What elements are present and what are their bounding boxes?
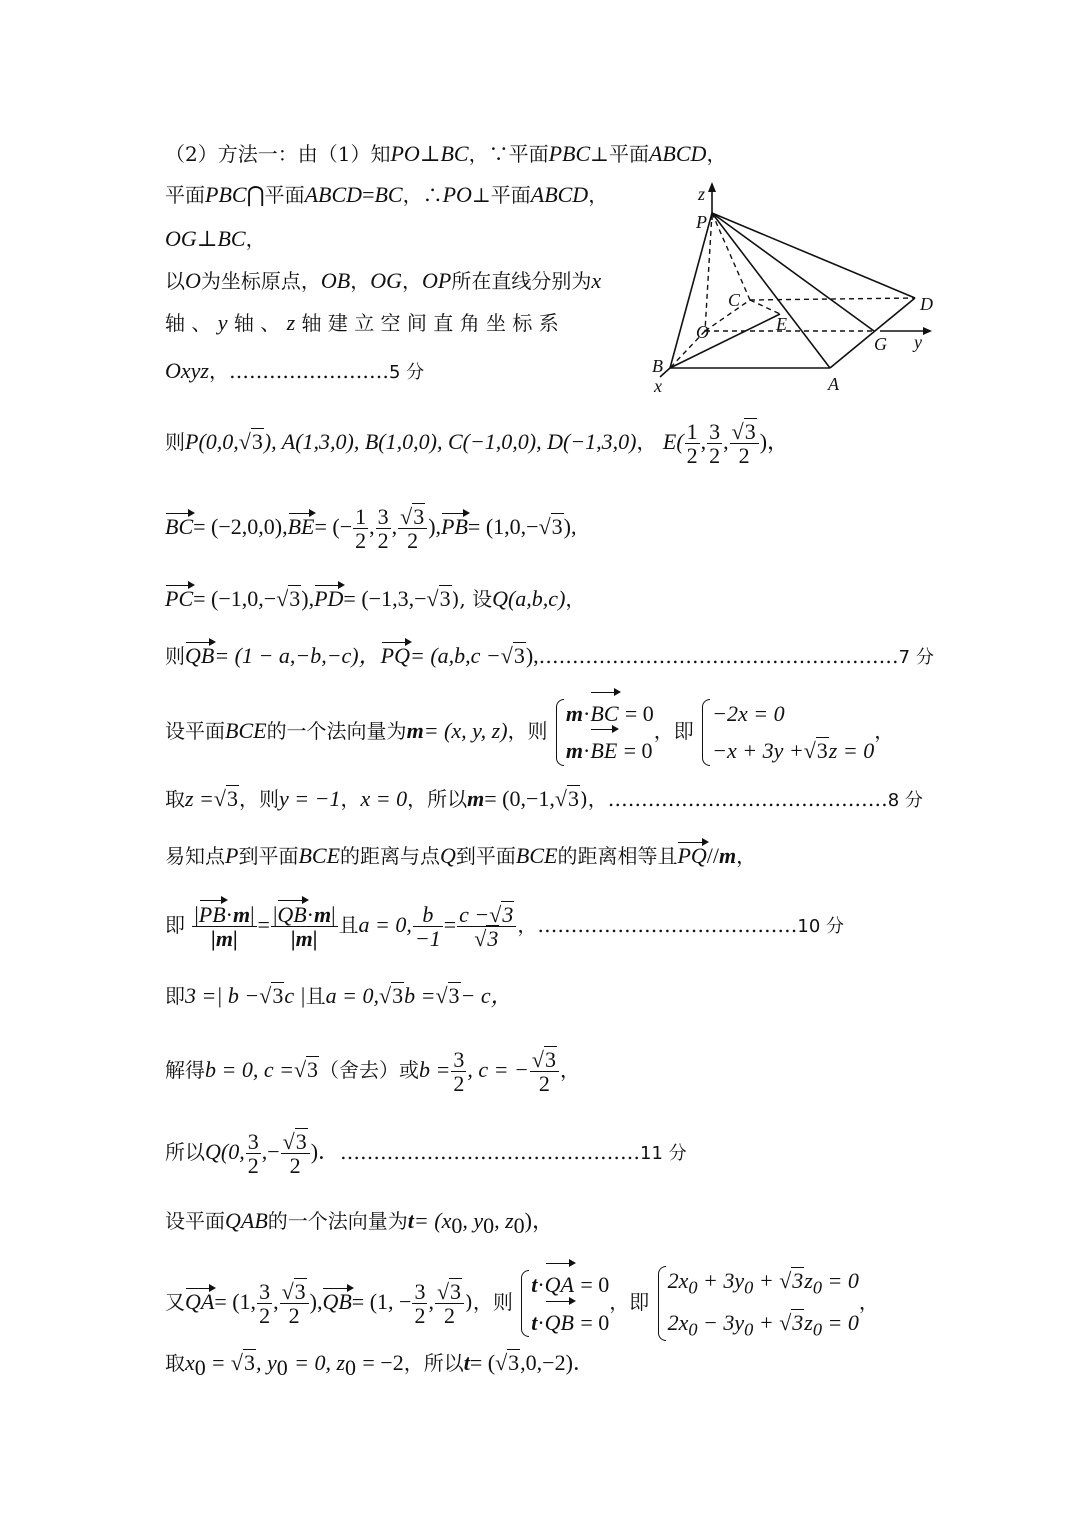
math: PO xyxy=(390,141,420,166)
text: 所在直线分别为 xyxy=(451,269,592,293)
text: （2）方法一：由（1）知 xyxy=(165,142,391,166)
line-20: 取$x_0 = √3$, $y_0 = 0$, $z_0 = -2$，所以t= (√3,0,−2)． xyxy=(165,1350,595,1380)
label-d: D xyxy=(920,294,933,314)
equation-system: t·QA = 0 t·QB = 0 xyxy=(519,1266,609,1341)
math: OB xyxy=(320,268,351,293)
label-z: z xyxy=(698,184,706,204)
math: OG xyxy=(370,268,402,293)
text: ， xyxy=(350,269,371,293)
vector: QA xyxy=(185,1289,215,1315)
math: = xyxy=(362,182,375,207)
math: E( xyxy=(662,429,684,455)
math: OP xyxy=(422,268,452,293)
text: 轴 、 xyxy=(233,311,281,335)
edge-pb xyxy=(670,213,712,368)
math: Q(a,b,c) xyxy=(492,586,566,611)
line-13: 易知点P到平面BCE的距离与点Q到平面BCE的距离相等且PQ//m， xyxy=(165,843,757,868)
text: ，∴ xyxy=(402,183,443,207)
fraction: $\frac{3}{2}$ xyxy=(453,1047,465,1097)
line-5 xyxy=(165,312,559,334)
math: ), A(1,3,0), B(1,0,0), C(−1,0,0), D(−1,3,0) xyxy=(263,429,637,455)
text: 平面 xyxy=(264,183,305,207)
label-e: E xyxy=(776,314,787,334)
vector: BE xyxy=(287,514,315,540)
label-p: P xyxy=(696,212,707,232)
text: ⊥平面 xyxy=(471,183,531,207)
math: PO xyxy=(442,182,472,207)
line-16: 解得b = 0, c =√3（舍去）或b = $\frac{3}{2}$ , c = − $\frac{√3}{2}$ ， xyxy=(165,1047,580,1097)
math: x xyxy=(591,268,602,293)
math: y xyxy=(217,310,228,335)
line-14: 即 $\frac{|PB\cdot m|}{|m|}$ = $\frac{|QB\cdot m|}{|m|}$ 且a = 0, $\frac{b}{-1}$ = $\frac{c -√3}{√3}$ ，…………………………………10 分 xyxy=(165,902,845,952)
math: ), xyxy=(563,514,577,540)
math: BCE xyxy=(225,717,267,743)
text: 为坐标原点， xyxy=(200,269,321,293)
dot-leader: ………………………………… xyxy=(537,913,798,938)
vector: PD xyxy=(314,586,344,611)
fraction: $\frac{√3}{2}$ xyxy=(281,1130,310,1177)
math: )， xyxy=(759,429,790,455)
text: 平面 xyxy=(165,183,205,207)
dot-leader: ……………………………………… xyxy=(340,1140,641,1165)
math: = (−1,0,− xyxy=(193,586,277,611)
edge-pd xyxy=(712,213,915,298)
math: = (1,0,− xyxy=(467,514,539,540)
line-17: 所以Q(0, $\frac{3}{2}$ ,− $\frac{√3}{2}$ )．………………………………………11 分 xyxy=(165,1129,687,1179)
fraction: $\frac{√3}{2}$ xyxy=(435,1280,464,1327)
y-arrow xyxy=(923,327,932,335)
text: ， xyxy=(245,227,266,251)
fraction: $\frac{√3}{2}$ xyxy=(530,1048,559,1095)
dot-leader: ……………………………………………… xyxy=(538,644,899,668)
math: OG xyxy=(165,226,197,251)
math: ABCD xyxy=(648,141,707,166)
edge-pg xyxy=(712,213,874,331)
text: ， xyxy=(402,269,422,293)
math: PBC xyxy=(548,141,591,166)
vector: PB xyxy=(441,514,468,540)
line-18: 设平面QAB的一个法向量为$t= (x_0$, $y_0$, $z_0$)， xyxy=(165,1208,554,1238)
dot-leader: …………………………………… xyxy=(607,787,888,811)
math: , xyxy=(700,429,707,455)
line-19: 又QA= (1, $\frac{3}{2}$ , $\frac{√3}{2}$ ),QB= (1, − $\frac{3}{2}$ , $\frac{√3}{2}$ )，则 t·QA = 0 t·QB = 0 ，即 $2x_0 + 3y_0 + √3z_0 = 0$ $2x_0 - 3y_0 + √3z_0 = 0$ ， xyxy=(165,1262,879,1345)
text: 轴 、 xyxy=(165,311,212,335)
math: z xyxy=(286,310,296,335)
line-4 xyxy=(165,270,601,292)
fraction: $\frac{3}{2}$ xyxy=(259,1278,271,1329)
fraction: $\frac{√3}{2}$ xyxy=(280,1280,309,1327)
equation-system: −2x = 0 −x + 3y +√3z = 0 xyxy=(700,695,874,770)
label-g: G xyxy=(874,334,887,354)
vector: QB xyxy=(185,643,215,668)
fraction: $\frac{1}{2}$ xyxy=(355,504,367,554)
math: ⊥ xyxy=(419,141,441,166)
fraction: $\frac{1}{2}$ xyxy=(686,419,698,469)
math: BC xyxy=(440,141,469,166)
math: P(0,0, xyxy=(185,429,239,455)
math: O xyxy=(185,268,201,293)
score-label: 7 分 xyxy=(898,647,934,668)
edge-be xyxy=(670,314,780,368)
math: BC xyxy=(374,182,403,207)
math: ⊥ xyxy=(196,226,218,251)
text: 则 xyxy=(165,430,185,455)
text: ，∵平面 xyxy=(468,142,549,166)
math: = (− xyxy=(314,514,353,540)
label-b: B xyxy=(652,356,663,376)
fraction: $\frac{|PB\cdot m|}{|m|}$ xyxy=(194,902,255,952)
text: 以 xyxy=(165,269,185,293)
math: ⋂ xyxy=(246,182,265,207)
fraction: $\frac{√3}{2}$ xyxy=(398,505,427,552)
label-x: x xyxy=(654,376,662,395)
label-y: y xyxy=(914,332,922,352)
vector: BC xyxy=(165,514,194,540)
vector: QB xyxy=(322,1289,352,1315)
math: ABCD xyxy=(304,182,363,207)
text: ， xyxy=(588,183,609,207)
z-arrow xyxy=(708,182,716,192)
fraction: $\frac{3}{2}$ xyxy=(709,419,721,469)
fraction: $\frac{√3}{2}$ xyxy=(730,420,759,467)
fraction: $\frac{|QB\cdot m|}{|m|}$ xyxy=(272,902,336,952)
label-o: O xyxy=(696,322,709,342)
text: ), 设 xyxy=(451,587,493,611)
fraction: $\frac{b}{-1}$ xyxy=(414,902,441,952)
fraction: $\frac{3}{2}$ xyxy=(377,504,389,554)
coordinate-figure xyxy=(640,180,940,395)
line-10: 则QB= (1 − a,−b,−c)，PQ= (a,b,c −√3),………………………………………………7 分 xyxy=(165,643,934,668)
math: ABCD xyxy=(530,182,589,207)
math: = (x, y, z) xyxy=(423,717,508,743)
math: = (1 − a,−b,−c)， xyxy=(214,643,381,668)
text: ， xyxy=(706,142,727,166)
math: = (a,b,c − xyxy=(409,643,501,668)
math: = (−2,0,0), xyxy=(193,514,288,540)
text: ， xyxy=(636,430,657,455)
line-6 xyxy=(165,360,424,382)
line-8: BC= (−2,0,0),BE= (− $\frac{1}{2}$ , $\frac{3}{2}$ , $\frac{√3}{2}$ ),PB= (1,0,−√3), xyxy=(165,504,577,554)
math: Oxyz xyxy=(165,358,209,383)
dot-leader: …………………… xyxy=(228,359,389,383)
line-15: 即3 =| b −√3c |且a = 0,√3b =√3− c， xyxy=(165,983,513,1008)
math: ), xyxy=(428,514,442,540)
line-1 xyxy=(165,143,726,165)
text: ， xyxy=(208,359,229,383)
vector: PQ xyxy=(677,843,707,868)
vector: PQ xyxy=(380,643,410,668)
math: BC xyxy=(217,226,246,251)
fraction: $\frac{3}{2}$ xyxy=(247,1129,259,1179)
math: , xyxy=(723,429,729,455)
score-label: 8 分 xyxy=(887,790,923,811)
line-11: 设平面BCE的一个法向量为m= (x, y, z)，则 m·BC = 0 m·BE = 0 ，即 −2x = 0 −x + 3y +√3z = 0 ， xyxy=(165,695,894,770)
math: 3 xyxy=(251,429,263,455)
line-3 xyxy=(165,228,266,250)
score-label: 5 分 xyxy=(388,362,425,383)
text: 轴 建 立 空 间 直 角 坐 标 系 xyxy=(301,311,559,335)
line-7: 则P(0,0,√3), A(1,3,0), B(1,0,0), C(−1,0,0), D(−1,3,0)， E( $\frac{1}{2}$ , $\frac{3}{2}$ , $\frac{√3}{2}$ )， xyxy=(165,419,790,469)
score-label: 11 分 xyxy=(640,1143,687,1165)
fraction: $\frac{c -√3}{√3}$ xyxy=(457,903,516,950)
label-c: C xyxy=(728,290,741,310)
edge-cd xyxy=(750,298,915,300)
label-a: A xyxy=(828,374,839,394)
line-2 xyxy=(165,184,608,206)
math: m xyxy=(406,717,424,743)
equation-system: $2x_0 + 3y_0 + √3z_0 = 0$ $2x_0 - 3y_0 + √3z_0 = 0$ xyxy=(656,1262,859,1345)
fraction: $\frac{3}{2}$ xyxy=(414,1278,426,1329)
vector: PC xyxy=(165,586,194,611)
math: PBC xyxy=(205,182,247,207)
line-12: 取z =√3，则y = −1，x = 0，所以m= (0,−1,√3)，……………………………………8 分 xyxy=(165,786,923,811)
text: ⊥平面 xyxy=(590,142,649,166)
edge-ce xyxy=(750,300,780,314)
line-9: PC= (−1,0,−√3),PD= (−1,3,−√3), 设Q(a,b,c)， xyxy=(165,586,586,611)
score-label: 10 分 xyxy=(797,916,845,938)
equation-system: m·BC = 0 m·BE = 0 xyxy=(554,695,654,770)
